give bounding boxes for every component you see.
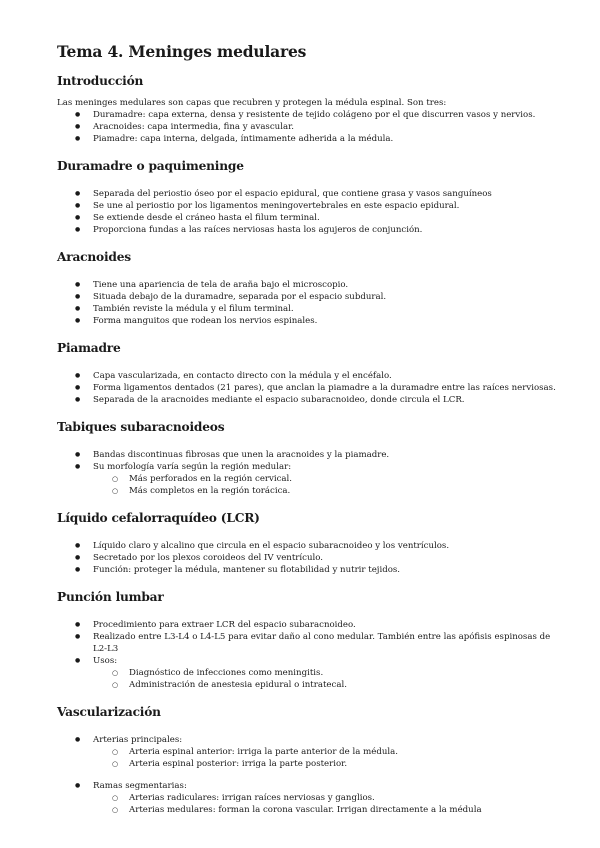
list-item: ● Separada de la aracnoides mediante el espacio subaracnoideo, donde circula el LCR. bbox=[57, 394, 564, 406]
list-item: ● Forma manguitos que rodean los nervios espinales. bbox=[57, 315, 564, 327]
list-item: ● Su morfología varía según la región medular: bbox=[57, 461, 564, 473]
section-heading: Tabiques subaracnoideos bbox=[57, 420, 225, 434]
section-heading: Vascularización bbox=[57, 705, 161, 719]
section-tabiques bbox=[57, 420, 564, 497]
sub-list-item: ○ Arteria espinal anterior: irriga la parte anterior de la médula. bbox=[57, 746, 564, 758]
list-item: ● Secretado por los plexos coroideos del IV ventrículo. bbox=[57, 552, 564, 564]
list-item: ● Función: proteger la médula, mantener su flotabilidad y nutrir tejidos. bbox=[57, 564, 564, 576]
bullet-list bbox=[57, 734, 564, 770]
bullet-list bbox=[57, 780, 564, 816]
sub-list-item: ○ Administración de anestesia epidural o intratecal. bbox=[57, 679, 564, 691]
section-vascularizacion bbox=[57, 705, 564, 816]
list-item: ● Realizado entre L3-L4 o L4-L5 para evitar daño al cono medular. También entre las apófisis espinosas de L2-L3 bbox=[57, 631, 564, 655]
bullet-list bbox=[57, 370, 564, 406]
sub-list-item: ○ Arterias medulares: forman la corona vascular. Irrigan directamente a la médula bbox=[57, 804, 564, 816]
list-item: ● Piamadre: capa interna, delgada, íntimamente adherida a la médula. bbox=[57, 133, 564, 145]
list-item: ● Se une al periostio por los ligamentos meningovertebrales en este espacio epidural. bbox=[57, 200, 564, 212]
list-item: ● Situada debajo de la duramadre, separada por el espacio subdural. bbox=[57, 291, 564, 303]
list-item: ● Ramas segmentarias: bbox=[57, 780, 564, 792]
section-aracnoides bbox=[57, 250, 564, 327]
intro-paragraph: Las meninges medulares son capas que recubren y protegen la médula espinal. Son tres: bbox=[57, 98, 447, 108]
list-item: ● Bandas discontinuas fibrosas que unen la aracnoides y la piamadre. bbox=[57, 449, 564, 461]
sub-list-item: ○ Más completos en la región torácica. bbox=[57, 485, 564, 497]
section-lcr bbox=[57, 511, 564, 576]
list-item: ● Duramadre: capa externa, densa y resistente de tejido colágeno por el que discurren vasos y nervios. bbox=[57, 109, 564, 121]
bullet-list bbox=[57, 619, 564, 691]
bullet-list bbox=[57, 449, 564, 497]
page-title: Tema 4. Meninges medulares bbox=[57, 42, 307, 61]
section-heading: Aracnoides bbox=[57, 250, 131, 264]
bullet-list bbox=[57, 188, 564, 236]
list-item: ● También reviste la médula y el filum terminal. bbox=[57, 303, 564, 315]
section-puncion-lumbar bbox=[57, 590, 564, 691]
list-item: ● Se extiende desde el cráneo hasta el filum terminal. bbox=[57, 212, 564, 224]
section-heading: Introducción bbox=[57, 74, 144, 88]
section-introduccion bbox=[57, 74, 564, 145]
section-heading: Piamadre bbox=[57, 341, 121, 355]
list-item: ● Tiene una apariencia de tela de araña bajo el microscopio. bbox=[57, 279, 564, 291]
list-item: ● Forma ligamentos dentados (21 pares), que anclan la piamadre a la duramadre entre las raíces nerviosas. bbox=[57, 382, 564, 394]
section-heading: Punción lumbar bbox=[57, 590, 164, 604]
bullet-list bbox=[57, 279, 564, 327]
list-item: ● Capa vascularizada, en contacto directo con la médula y el encéfalo. bbox=[57, 370, 564, 382]
list-item: ● Separada del periostio óseo por el espacio epidural, que contiene grasa y vasos sanguíneos bbox=[57, 188, 564, 200]
sub-list-item: ○ Arteria espinal posterior: irriga la parte posterior. bbox=[57, 758, 564, 770]
sub-list-item: ○ Arterias radiculares: irrigan raíces nerviosas y ganglios. bbox=[57, 792, 564, 804]
sub-list-item: ○ Diagnóstico de infecciones como meningitis. bbox=[57, 667, 564, 679]
list-item: ● Arterias principales: bbox=[57, 734, 564, 746]
list-item: ● Líquido claro y alcalino que circula en el espacio subaracnoideo y los ventrículos. bbox=[57, 540, 564, 552]
section-heading: Líquido cefalorraquídeo (LCR) bbox=[57, 511, 260, 525]
list-item: ● Aracnoides: capa intermedia, fina y avascular. bbox=[57, 121, 564, 133]
list-item: ● Procedimiento para extraer LCR del espacio subaracnoideo. bbox=[57, 619, 564, 631]
list-item: ● Proporciona fundas a las raíces nerviosas hasta los agujeros de conjunción. bbox=[57, 224, 564, 236]
bullet-list bbox=[57, 540, 564, 576]
section-heading: Duramadre o paquimeninge bbox=[57, 159, 244, 173]
section-piamadre bbox=[57, 341, 564, 406]
list-item: ● Usos: bbox=[57, 655, 564, 667]
bullet-list bbox=[57, 109, 564, 145]
section-duramadre bbox=[57, 159, 564, 236]
sub-list-item: ○ Más perforados en la región cervical. bbox=[57, 473, 564, 485]
